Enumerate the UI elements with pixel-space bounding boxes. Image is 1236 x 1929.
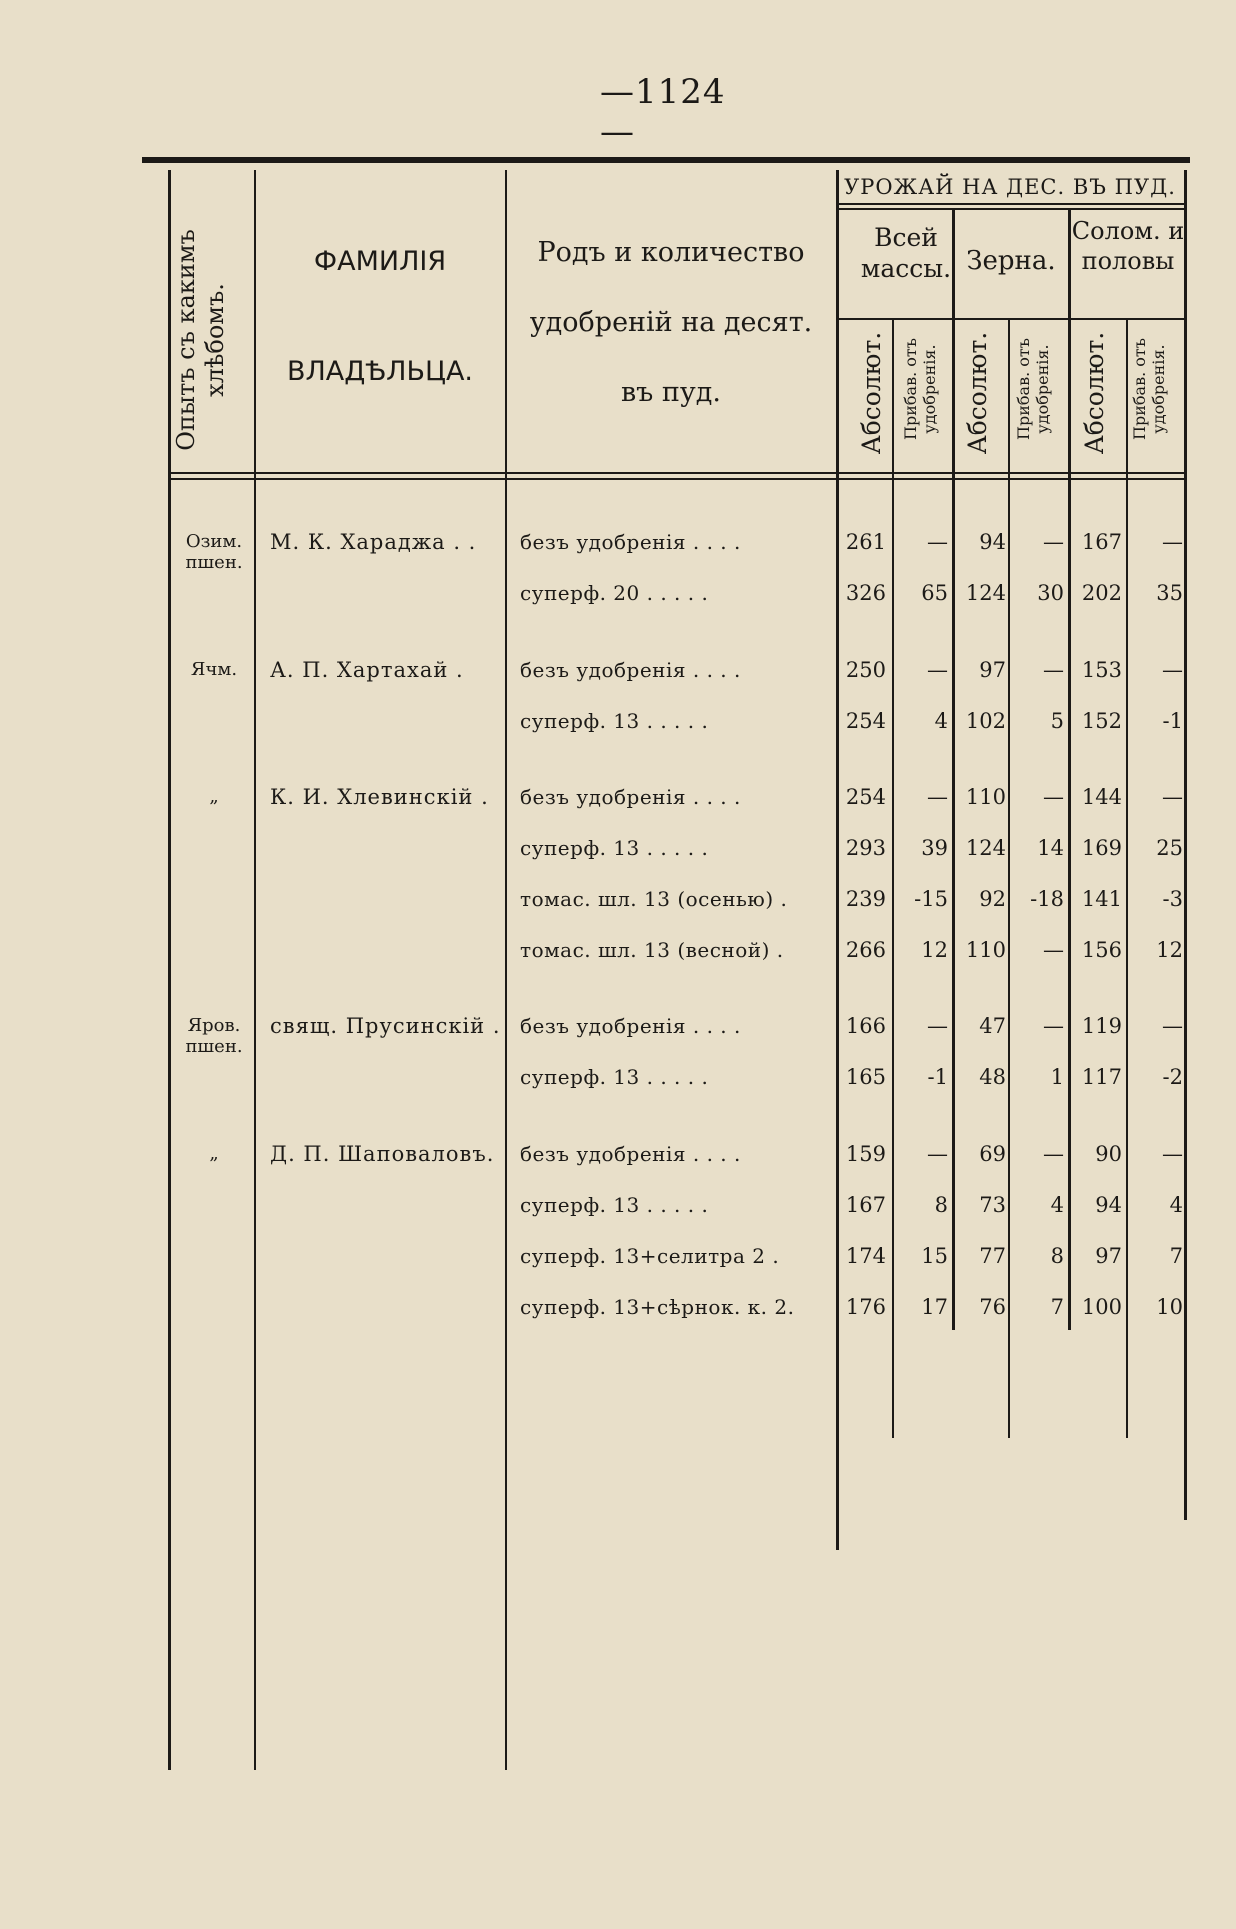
row-ta-value: 165 xyxy=(845,1065,886,1089)
row-fertilizer: безъ удобренія . . . . xyxy=(520,785,741,809)
row-sg-value: — xyxy=(1162,1142,1183,1166)
row-ta-value: 250 xyxy=(845,658,886,682)
row-fertilizer: безъ удобренія . . . . xyxy=(520,530,741,554)
header-grain: Зерна. xyxy=(966,246,1056,276)
header-crop: Опытъ съ какимъ хлѣбомъ. xyxy=(172,229,229,451)
row-sg-value: 25 xyxy=(1156,836,1183,860)
row-tg-value: — xyxy=(927,1142,948,1166)
row-tg-value: 17 xyxy=(921,1295,948,1319)
row-sa-value: 144 xyxy=(1081,785,1122,809)
header-total: Всей массы. xyxy=(860,223,952,284)
row-sg-value: 35 xyxy=(1156,581,1183,605)
row-sa-value: 90 xyxy=(1095,1142,1122,1166)
row-gg-value: 1 xyxy=(1050,1065,1064,1089)
row-sg-value: — xyxy=(1162,530,1183,554)
row-tg-value: — xyxy=(927,1014,948,1038)
row-ga-value: 124 xyxy=(965,836,1006,860)
row-sa-value: 100 xyxy=(1081,1295,1122,1319)
row-sg-value: 7 xyxy=(1169,1244,1183,1268)
row-sa-value: 97 xyxy=(1095,1244,1122,1268)
row-sa-value: 94 xyxy=(1095,1193,1122,1217)
yield-title-rule-2 xyxy=(836,208,1184,210)
row-ga-value: 48 xyxy=(979,1065,1006,1089)
row-sg-value: -1 xyxy=(1162,709,1183,733)
row-sa-value: 167 xyxy=(1081,530,1122,554)
row-fertilizer: суперф. 13 . . . . . xyxy=(520,709,709,733)
row-ta-value: 174 xyxy=(845,1244,886,1268)
row-fertilizer: суперф. 13 . . . . . xyxy=(520,836,709,860)
row-ta-value: 254 xyxy=(845,785,886,809)
row-gg-value: -18 xyxy=(1030,887,1064,911)
col-line-6 xyxy=(1008,318,1010,1438)
row-fertilizer: безъ удобренія . . . . xyxy=(520,1014,741,1038)
row-ta-value: 261 xyxy=(845,530,886,554)
header-fert-line2: удобреній на десят. xyxy=(529,307,813,338)
row-sa-value: 156 xyxy=(1081,938,1122,962)
row-ta-value: 326 xyxy=(845,581,886,605)
row-crop: „ xyxy=(209,1143,219,1164)
header-grain-gain: Прибав. отъ удобренія. xyxy=(1014,338,1053,440)
row-crop: „ xyxy=(209,786,219,807)
row-ga-value: 110 xyxy=(965,785,1006,809)
row-tg-value: -15 xyxy=(914,887,948,911)
row-crop: Яров. пшен. xyxy=(185,1015,243,1057)
row-ta-value: 266 xyxy=(845,938,886,962)
row-tg-value: 4 xyxy=(934,709,948,733)
row-sg-value: -2 xyxy=(1162,1065,1183,1089)
col-line-left xyxy=(168,170,171,1770)
col-line-4 xyxy=(892,318,894,1438)
header-total-absolute: Абсолют. xyxy=(857,331,886,455)
col-line-1 xyxy=(254,170,256,1770)
row-tg-value: -1 xyxy=(927,1065,948,1089)
row-ga-value: 76 xyxy=(979,1295,1006,1319)
row-tg-value: 12 xyxy=(921,938,948,962)
row-ga-value: 110 xyxy=(965,938,1006,962)
row-sa-value: 152 xyxy=(1081,709,1122,733)
row-fertilizer: безъ удобренія . . . . xyxy=(520,658,741,682)
row-tg-value: 39 xyxy=(921,836,948,860)
header-straw-gain: Прибав. отъ удобренія. xyxy=(1130,338,1169,440)
header-bottom-rule-2 xyxy=(168,478,1184,480)
row-sg-value: — xyxy=(1162,785,1183,809)
row-gg-value: — xyxy=(1043,530,1064,554)
row-ta-value: 176 xyxy=(845,1295,886,1319)
row-sg-value: — xyxy=(1162,1014,1183,1038)
row-owner: Д. П. Шаповаловъ. xyxy=(270,1142,495,1166)
row-ta-value: 254 xyxy=(845,709,886,733)
row-ta-value: 167 xyxy=(845,1193,886,1217)
row-ta-value: 239 xyxy=(845,887,886,911)
col-line-3 xyxy=(836,170,839,1550)
row-ga-value: 97 xyxy=(979,658,1006,682)
row-gg-value: 4 xyxy=(1050,1193,1064,1217)
col-line-8 xyxy=(1126,318,1128,1438)
row-gg-value: — xyxy=(1043,1142,1064,1166)
row-tg-value: 65 xyxy=(921,581,948,605)
header-total-gain: Прибав. отъ удобренія. xyxy=(901,338,940,440)
header-fert-line1: Родъ и количество xyxy=(537,237,805,268)
row-sa-value: 169 xyxy=(1081,836,1122,860)
row-ga-value: 92 xyxy=(979,887,1006,911)
row-gg-value: — xyxy=(1043,938,1064,962)
row-crop: Ячм. xyxy=(190,659,238,680)
row-sa-value: 202 xyxy=(1081,581,1122,605)
row-gg-value: 14 xyxy=(1037,836,1064,860)
row-ga-value: 124 xyxy=(965,581,1006,605)
row-fertilizer: томас. шл. 13 (осенью) . xyxy=(520,887,788,911)
header-fert-line3: въ пуд. xyxy=(620,377,722,408)
row-ta-value: 293 xyxy=(845,836,886,860)
row-ga-value: 47 xyxy=(979,1014,1006,1038)
col-line-right xyxy=(1184,170,1187,1520)
row-fertilizer: томас. шл. 13 (весной) . xyxy=(520,938,784,962)
row-gg-value: 30 xyxy=(1037,581,1064,605)
header-straw: Солом. и половы xyxy=(1071,217,1185,275)
row-sg-value: 10 xyxy=(1156,1295,1183,1319)
row-ga-value: 77 xyxy=(979,1244,1006,1268)
row-fertilizer: безъ удобренія . . . . xyxy=(520,1142,741,1166)
row-owner: А. П. Хартахай . xyxy=(270,658,464,682)
row-ga-value: 102 xyxy=(965,709,1006,733)
row-sg-value: -3 xyxy=(1162,887,1183,911)
row-owner: К. И. Хлевинскій . xyxy=(270,785,489,809)
row-gg-value: — xyxy=(1043,658,1064,682)
col-line-2 xyxy=(505,170,507,1770)
row-fertilizer: суперф. 20 . . . . . xyxy=(520,581,709,605)
header-grain-absolute: Абсолют. xyxy=(963,331,992,455)
row-fertilizer: суперф. 13 . . . . . xyxy=(520,1193,709,1217)
row-tg-value: — xyxy=(927,658,948,682)
header-bottom-rule xyxy=(168,472,1184,474)
row-sa-value: 141 xyxy=(1081,887,1122,911)
row-ta-value: 159 xyxy=(845,1142,886,1166)
row-owner: свящ. Прусинскій . xyxy=(270,1014,501,1038)
row-sa-value: 119 xyxy=(1081,1014,1122,1038)
header-yield-title: УРОЖАЙ НА ДЕС. ВЪ ПУД. xyxy=(844,175,1176,199)
row-gg-value: 5 xyxy=(1050,709,1064,733)
row-fertilizer: суперф. 13+селитра 2 . xyxy=(520,1244,780,1268)
row-sg-value: — xyxy=(1162,658,1183,682)
yield-title-rule xyxy=(836,203,1184,205)
row-gg-value: — xyxy=(1043,785,1064,809)
row-gg-value: 7 xyxy=(1050,1295,1064,1319)
header-owner-line2: ВЛАДѢЛЬЦА. xyxy=(286,356,474,387)
row-sg-value: 4 xyxy=(1169,1193,1183,1217)
row-fertilizer: суперф. 13+сѣрнок. к. 2. xyxy=(520,1295,795,1319)
top-rule xyxy=(142,157,1190,163)
row-sa-value: 153 xyxy=(1081,658,1122,682)
row-gg-value: — xyxy=(1043,1014,1064,1038)
row-ga-value: 69 xyxy=(979,1142,1006,1166)
row-tg-value: 8 xyxy=(934,1193,948,1217)
row-sg-value: 12 xyxy=(1156,938,1183,962)
row-fertilizer: суперф. 13 . . . . . xyxy=(520,1065,709,1089)
header-owner-line1: ФАМИЛІЯ xyxy=(313,246,447,277)
row-tg-value: 15 xyxy=(921,1244,948,1268)
row-tg-value: — xyxy=(927,785,948,809)
row-ta-value: 166 xyxy=(845,1014,886,1038)
row-owner: М. К. Хараджа . . xyxy=(270,530,477,554)
page-number: —1124— xyxy=(600,72,726,152)
row-crop: Озим. пшен. xyxy=(185,531,243,573)
header-straw-absolute: Абсолют. xyxy=(1080,331,1109,455)
row-gg-value: 8 xyxy=(1050,1244,1064,1268)
row-tg-value: — xyxy=(927,530,948,554)
row-sa-value: 117 xyxy=(1081,1065,1122,1089)
row-ga-value: 94 xyxy=(979,530,1006,554)
row-ga-value: 73 xyxy=(979,1193,1006,1217)
